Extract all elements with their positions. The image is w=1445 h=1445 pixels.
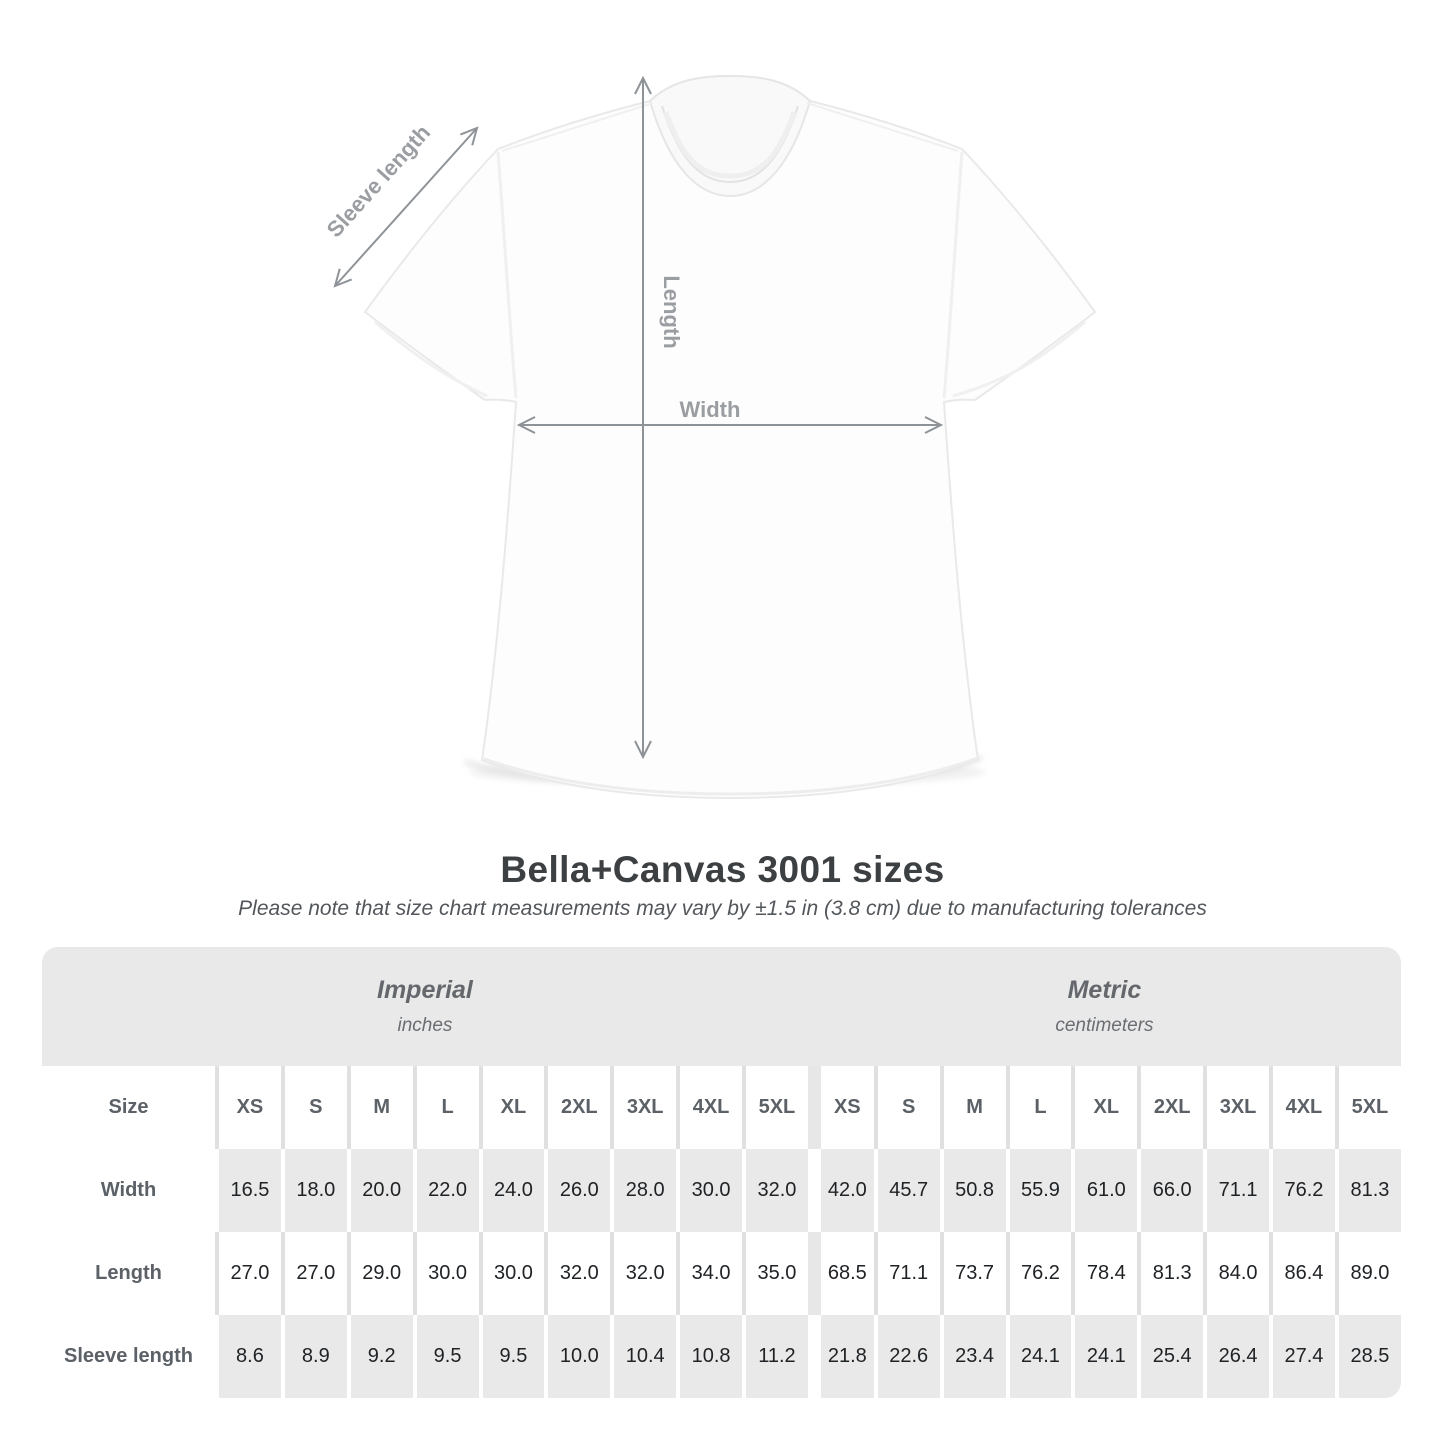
sleeve-length-label: Sleeve length [321, 119, 436, 243]
value-cell: 78.4 [1071, 1232, 1137, 1315]
value-cell: 27.0 [281, 1232, 347, 1315]
size-cell: S [281, 1066, 347, 1149]
value-cell: 9.5 [413, 1315, 479, 1398]
value-cell: 24.1 [1006, 1315, 1072, 1398]
value-cell: 27.4 [1269, 1315, 1335, 1398]
value-cell: 8.6 [215, 1315, 281, 1398]
imperial-label: Imperial [377, 976, 473, 1004]
value-cell: 10.4 [610, 1315, 676, 1398]
value-cell: 9.2 [347, 1315, 413, 1398]
imperial-group-header [42, 947, 808, 1066]
value-cell: 10.8 [676, 1315, 742, 1398]
value-cell: 55.9 [1006, 1149, 1072, 1232]
size-cell: 4XL [676, 1066, 742, 1149]
value-cell: 81.3 [1137, 1232, 1203, 1315]
size-cell: 3XL [1203, 1066, 1269, 1149]
value-cell: 25.4 [1137, 1315, 1203, 1398]
value-cell: 34.0 [676, 1232, 742, 1315]
value-cell: 11.2 [742, 1315, 808, 1398]
size-cell: XL [479, 1066, 545, 1149]
value-cell: 32.0 [544, 1232, 610, 1315]
sleeve-length-row [42, 1315, 1401, 1398]
size-cell: XL [1071, 1066, 1137, 1149]
width-label: Width [679, 397, 741, 422]
value-cell: 50.8 [940, 1149, 1006, 1232]
value-cell: 81.3 [1335, 1149, 1401, 1232]
value-cell: 9.5 [479, 1315, 545, 1398]
value-cell: 45.7 [874, 1149, 940, 1232]
value-cell: 76.2 [1006, 1232, 1072, 1315]
size-cell: 5XL [742, 1066, 808, 1149]
value-cell: 84.0 [1203, 1232, 1269, 1315]
value-cell: 86.4 [1269, 1232, 1335, 1315]
size-cell: 2XL [544, 1066, 610, 1149]
page-title: Bella+Canvas 3001 sizes [500, 849, 945, 890]
value-cell: 10.0 [544, 1315, 610, 1398]
value-cell: 23.4 [940, 1315, 1006, 1398]
metric-label: Metric [1067, 976, 1142, 1004]
value-cell: 29.0 [347, 1232, 413, 1315]
value-cell: 71.1 [874, 1232, 940, 1315]
size-cell: 5XL [1335, 1066, 1401, 1149]
value-cell: 42.0 [808, 1149, 874, 1232]
tolerance-note: Please note that size chart measurements may vary by ±1.5 in (3.8 cm) due to manufacturing tolerances [238, 897, 1207, 920]
value-cell: 20.0 [347, 1149, 413, 1232]
width-row [42, 1149, 1401, 1232]
value-cell: 26.4 [1203, 1315, 1269, 1398]
value-cell: 27.0 [215, 1232, 281, 1315]
value-cell: 89.0 [1335, 1232, 1401, 1315]
row-label: Length [42, 1232, 215, 1315]
value-cell: 32.0 [610, 1232, 676, 1315]
size-cell: XS [808, 1066, 874, 1149]
size-table [42, 947, 1401, 1398]
value-cell: 32.0 [742, 1149, 808, 1232]
size-cell: L [1006, 1066, 1072, 1149]
size-cell: M [940, 1066, 1006, 1149]
size-cell: 3XL [610, 1066, 676, 1149]
value-cell: 66.0 [1137, 1149, 1203, 1232]
value-cell: 16.5 [215, 1149, 281, 1232]
value-cell: 26.0 [544, 1149, 610, 1232]
value-cell: 73.7 [940, 1232, 1006, 1315]
value-cell: 28.0 [610, 1149, 676, 1232]
value-cell: 30.0 [676, 1149, 742, 1232]
value-cell: 71.1 [1203, 1149, 1269, 1232]
value-cell: 30.0 [413, 1232, 479, 1315]
size-cell: XS [215, 1066, 281, 1149]
value-cell: 21.8 [808, 1315, 874, 1398]
length-row [42, 1232, 1401, 1315]
value-cell: 24.1 [1071, 1315, 1137, 1398]
size-cell: 4XL [1269, 1066, 1335, 1149]
value-cell: 30.0 [479, 1232, 545, 1315]
unit-header-row [42, 947, 1401, 1066]
size-cell: M [347, 1066, 413, 1149]
value-cell: 76.2 [1269, 1149, 1335, 1232]
row-label: Sleeve length [42, 1315, 215, 1398]
value-cell: 28.5 [1335, 1315, 1401, 1398]
value-cell: 18.0 [281, 1149, 347, 1232]
value-cell: 24.0 [479, 1149, 545, 1232]
value-cell: 8.9 [281, 1315, 347, 1398]
value-cell: 22.0 [413, 1149, 479, 1232]
imperial-unit-label: inches [397, 1015, 453, 1036]
length-label: Length [659, 275, 684, 349]
size-cell: S [874, 1066, 940, 1149]
row-label: Width [42, 1149, 215, 1232]
value-cell: 61.0 [1071, 1149, 1137, 1232]
value-cell: 35.0 [742, 1232, 808, 1315]
size-header-row [42, 1066, 1401, 1149]
value-cell: 68.5 [808, 1232, 874, 1315]
size-column-header: Size [42, 1066, 215, 1149]
size-cell: L [413, 1066, 479, 1149]
metric-unit-label: centimeters [1055, 1015, 1154, 1036]
size-cell: 2XL [1137, 1066, 1203, 1149]
metric-group-header [808, 947, 1401, 1066]
value-cell: 22.6 [874, 1315, 940, 1398]
